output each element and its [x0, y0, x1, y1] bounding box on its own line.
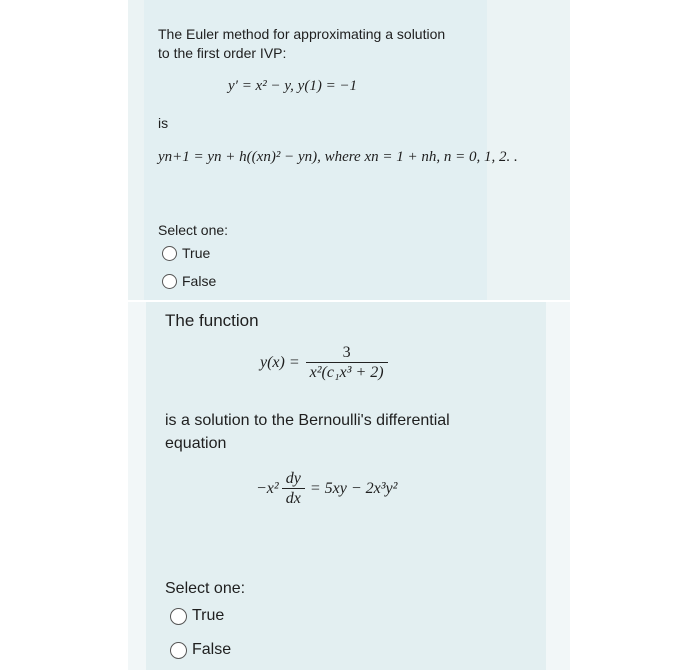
function-display: [260, 344, 388, 382]
ode-lhs-prefix: −x²: [256, 480, 279, 497]
function-fraction: [306, 344, 388, 382]
question-card-1: [128, 0, 570, 300]
intro-line-1: The Euler method for approximating a solution: [158, 26, 446, 42]
option-false[interactable]: [170, 641, 231, 659]
ode-display: [256, 470, 397, 508]
function-denominator: x²(c₁x³ + 2): [306, 362, 388, 382]
body-line-1: is a solution to the Bernoulli's differential: [165, 412, 450, 429]
select-one-label: Select one:: [165, 580, 246, 597]
intro-line-2: to the first order IVP:: [158, 45, 287, 61]
ode-rhs: = 5xy − 2x³y²: [309, 480, 398, 497]
option-false-label: False: [192, 641, 232, 658]
is-label: is: [158, 115, 169, 131]
option-true-label: True: [182, 245, 211, 261]
radio-true[interactable]: [162, 246, 177, 261]
option-false[interactable]: [162, 271, 216, 291]
ode-deriv-num: dy: [285, 470, 301, 487]
option-true[interactable]: [162, 243, 210, 263]
radio-false[interactable]: [170, 642, 187, 659]
option-true[interactable]: [170, 607, 224, 625]
ode-derivative: [282, 470, 305, 508]
radio-true[interactable]: [170, 608, 187, 625]
euler-scheme: yn+1 = yn + h((xn)² − yn), where xn = 1 + nh, n = 0, 1, 2. .: [158, 149, 518, 165]
option-true-label: True: [192, 607, 225, 624]
question-card-2: [128, 302, 570, 670]
option-false-label: False: [182, 273, 217, 289]
radio-false[interactable]: [162, 274, 177, 289]
body-line-2: equation: [165, 435, 227, 452]
function-lhs: y(x) =: [260, 354, 300, 371]
ode-deriv-den: dx: [282, 488, 305, 508]
function-heading: The function: [165, 311, 259, 330]
ivp-equation: y′ = x² − y, y(1) = −1: [228, 78, 358, 94]
select-one-label: Select one:: [158, 222, 229, 238]
function-numerator: 3: [342, 344, 351, 361]
